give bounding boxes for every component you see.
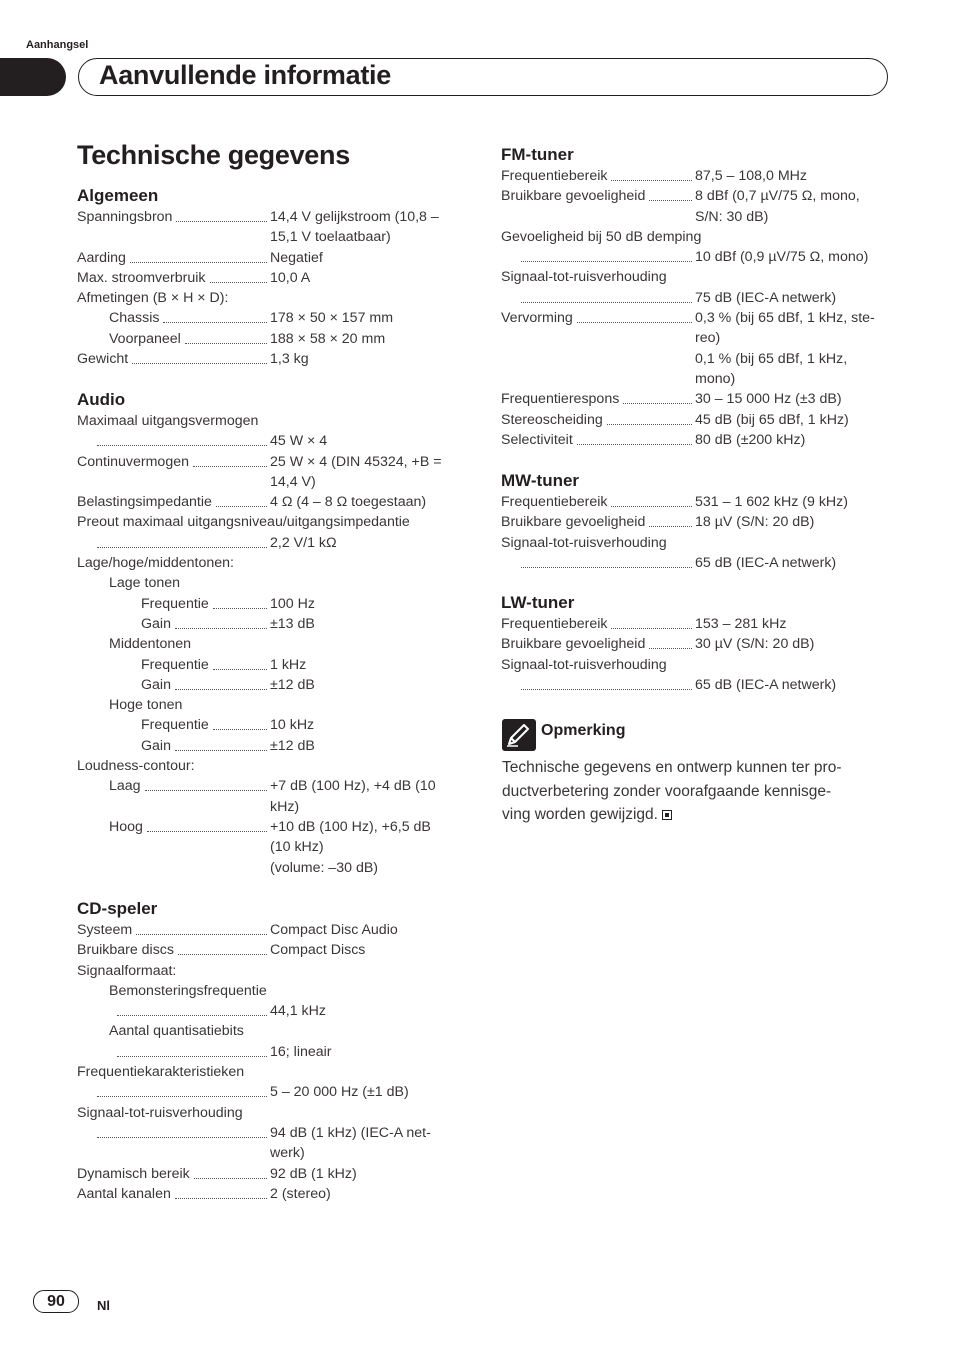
spec-label: Frequentierespons	[501, 391, 620, 408]
spec-row	[501, 308, 875, 328]
spec-value: 1 kHz	[270, 656, 307, 673]
spec-value: 16; lineair	[270, 1043, 332, 1060]
spec-value: (10 kHz)	[270, 839, 324, 856]
dot-leader	[521, 247, 692, 262]
chapter-tab-marker	[0, 58, 66, 96]
dot-leader	[213, 655, 267, 670]
spec-row	[77, 940, 366, 960]
spec-label: Frequentiebereik	[501, 168, 608, 184]
dot-leader	[117, 1042, 267, 1057]
note-text	[502, 756, 892, 827]
spec-row	[501, 288, 837, 308]
spec-value: ±12 dB	[270, 737, 315, 754]
spec-value: werk)	[270, 1145, 305, 1162]
spec-row	[77, 817, 431, 837]
spec-value: +7 dB (100 Hz), +4 dB (10	[270, 778, 436, 795]
dot-leader	[147, 817, 267, 832]
spec-row	[77, 1042, 332, 1062]
spec-row	[77, 431, 328, 451]
dot-leader	[607, 410, 692, 425]
spec-label: Signaal-tot-ruisverhouding	[501, 534, 667, 551]
dot-leader	[194, 1164, 267, 1179]
spec-row	[501, 186, 860, 206]
spec-label: Preout maximaal uitgangsniveau/uitgangsimpedantie	[77, 514, 410, 531]
dot-leader	[193, 452, 267, 467]
spec-label: Frequentiebereik	[501, 616, 608, 632]
spec-row	[77, 797, 300, 817]
spec-value: Compact Discs	[270, 942, 366, 959]
spec-row	[77, 920, 398, 940]
spec-row	[77, 512, 410, 532]
spec-label: Gevoeligheid bij 50 dB demping	[501, 228, 702, 245]
spec-row	[77, 776, 436, 796]
spec-value: 94 dB (1 kHz) (IEC-A net-	[270, 1124, 431, 1141]
spec-value: 25 W × 4 (DIN 45324, +B =	[270, 453, 442, 470]
spec-label: Gain	[141, 615, 171, 632]
spec-row	[77, 655, 307, 675]
spec-row	[501, 634, 815, 654]
note-line-text: ving worden gewijzigd.	[502, 806, 658, 823]
spec-value: 8 dBf (0,7 µV/75 Ω, mono,	[695, 188, 860, 205]
spec-value: ±12 dB	[270, 676, 315, 693]
spec-row	[501, 227, 702, 247]
dot-leader	[175, 736, 267, 751]
dot-leader	[611, 166, 692, 181]
spec-value: 75 dB (IEC-A netwerk)	[695, 289, 837, 306]
language-code: Nl	[97, 1298, 110, 1313]
spec-label: Signaalformaat:	[77, 962, 177, 979]
spec-row	[77, 736, 315, 756]
spec-row	[501, 430, 806, 450]
spec-value: reo)	[695, 330, 721, 347]
dot-leader	[611, 492, 692, 507]
spec-label: Systeem	[77, 922, 133, 938]
page-number-badge	[33, 1290, 79, 1313]
spec-value: 14,4 V)	[270, 473, 316, 490]
dot-leader	[649, 512, 692, 527]
spec-label: Bruikbare gevoeligheid	[501, 514, 646, 531]
spec-row	[501, 369, 736, 389]
note-line	[502, 803, 892, 827]
spec-row	[501, 267, 667, 287]
pencil-note-icon	[502, 719, 536, 751]
spec-row	[77, 411, 259, 431]
dot-leader	[117, 1001, 267, 1016]
spec-label: Max. stroomverbruik	[77, 269, 206, 286]
note-line: Technische gegevens en ontwerp kunnen ter pro-	[502, 759, 842, 776]
dot-leader	[178, 940, 267, 955]
spec-value: kHz)	[270, 798, 300, 815]
spec-label: Signaal-tot-ruisverhouding	[501, 269, 667, 286]
spec-value: 178 × 50 × 157 mm	[270, 310, 394, 327]
spec-row	[77, 1123, 431, 1143]
spec-row	[77, 268, 311, 288]
spec-row	[77, 227, 391, 247]
spec-row	[501, 166, 807, 186]
dot-leader	[611, 614, 692, 629]
dot-leader	[97, 431, 267, 446]
spec-row	[77, 594, 315, 614]
dot-leader	[577, 308, 692, 323]
note-label: Opmerking	[541, 722, 626, 739]
section-audio	[77, 388, 442, 878]
spec-label: Hoog	[109, 818, 143, 835]
spec-row	[501, 328, 721, 348]
section-heading: MW-tuner	[501, 471, 580, 490]
spec-label: Bemonsteringsfrequentie	[109, 982, 267, 999]
spec-row	[77, 756, 195, 776]
spec-row	[77, 553, 234, 573]
spec-value: 2 (stereo)	[270, 1185, 331, 1202]
spec-value: 65 dB (IEC-A netwerk)	[695, 554, 837, 571]
spec-value: 10 kHz	[270, 717, 315, 734]
dot-leader	[521, 553, 692, 568]
spec-value: 0,1 % (bij 65 dBf, 1 kHz,	[695, 350, 848, 367]
spec-row	[77, 675, 315, 695]
spec-label: Lage/hoge/middentonen:	[77, 555, 234, 572]
spec-label: Gain	[141, 676, 171, 693]
spec-label: Aantal quantisatiebits	[109, 1023, 244, 1040]
spec-label: Bruikbare discs	[77, 942, 174, 959]
spec-label: Bruikbare gevoeligheid	[501, 636, 646, 653]
spec-row	[77, 472, 316, 492]
section-heading: FM-tuner	[501, 145, 574, 164]
section-heading: LW-tuner	[501, 593, 575, 612]
spec-label: Stereoscheiding	[501, 411, 603, 428]
spec-row	[77, 248, 323, 268]
spec-label: Vervorming	[501, 310, 573, 327]
spec-value: 4 Ω (4 – 8 Ω toegestaan)	[270, 494, 427, 511]
section-label: Aanhangsel	[26, 39, 89, 51]
spec-row	[501, 349, 848, 369]
spec-row	[77, 1164, 357, 1184]
spec-row	[77, 207, 439, 227]
spec-value: Negatief	[270, 249, 323, 266]
end-mark-icon	[662, 810, 672, 820]
spec-value: 18 µV (S/N: 20 dB)	[695, 514, 815, 531]
spec-value: 45 W × 4	[270, 433, 328, 450]
spec-row	[77, 634, 192, 654]
spec-label: Selectiviteit	[501, 431, 573, 448]
spec-label: Frequentie	[141, 717, 209, 734]
dot-leader	[175, 1184, 267, 1199]
spec-row	[77, 288, 229, 308]
spec-value: 45 dB (bij 65 dBf, 1 kHz)	[695, 411, 849, 428]
spec-label: Aarding	[77, 249, 126, 266]
spec-label: Frequentiekarakteristieken	[77, 1064, 245, 1081]
spec-row	[77, 1184, 331, 1204]
dot-leader	[175, 675, 267, 690]
spec-row	[77, 573, 181, 593]
note-line: ductverbetering zonder voorafgaande kennisge-	[502, 782, 832, 800]
spec-label: Bruikbare gevoeligheid	[501, 188, 646, 205]
spec-value: 0,3 % (bij 65 dBf, 1 kHz, ste-	[695, 310, 875, 327]
spec-label: Frequentie	[141, 595, 209, 612]
spec-label: Loudness-contour:	[77, 758, 195, 775]
spec-label: Maximaal uitgangsvermogen	[77, 413, 259, 429]
spec-label: Afmetingen (B × H × D):	[77, 290, 229, 307]
spec-label: Dynamisch bereik	[77, 1165, 190, 1182]
spec-row	[77, 1082, 409, 1102]
spec-label: Frequentiebereik	[501, 494, 608, 510]
spec-row	[77, 961, 177, 981]
spec-value: 188 × 58 × 20 mm	[270, 330, 386, 347]
dot-leader	[163, 308, 267, 323]
dot-leader	[136, 920, 267, 935]
spec-row	[501, 553, 837, 573]
dot-leader	[130, 248, 267, 263]
chapter-title: Aanvullende informatie	[99, 60, 391, 90]
spec-value: 14,4 V gelijkstroom (10,8 –	[270, 209, 439, 225]
spec-value: +10 dB (100 Hz), +6,5 dB	[270, 818, 431, 835]
chapter-title-box	[78, 58, 888, 96]
spec-row	[77, 1103, 243, 1123]
spec-label: Frequentie	[141, 656, 209, 673]
spec-row	[501, 389, 842, 409]
spec-row	[77, 614, 315, 634]
spec-value: (volume: –30 dB)	[270, 859, 379, 876]
section-algemeen	[77, 184, 439, 369]
spec-row	[77, 329, 386, 349]
spec-row	[501, 410, 849, 430]
spec-row	[501, 533, 667, 553]
spec-row	[77, 981, 267, 1001]
dot-leader	[176, 207, 267, 222]
spec-row	[501, 512, 815, 532]
spec-label: Middentonen	[109, 636, 192, 653]
spec-value: 531 – 1 602 kHz (9 kHz)	[695, 494, 848, 510]
dot-leader	[175, 614, 267, 629]
dot-leader	[132, 349, 267, 364]
spec-row	[501, 655, 667, 675]
dot-leader	[521, 288, 692, 303]
section-heading: Algemeen	[77, 186, 159, 205]
spec-row	[77, 452, 442, 472]
dot-leader	[216, 492, 267, 507]
spec-row	[77, 349, 309, 369]
spec-value: S/N: 30 dB)	[695, 208, 769, 225]
spec-label: Laag	[109, 778, 141, 795]
spec-row	[77, 1001, 326, 1021]
dot-leader	[185, 329, 267, 344]
spec-value: 1,3 kg	[270, 351, 309, 368]
spec-value: 30 µV (S/N: 20 dB)	[695, 636, 815, 653]
dot-leader	[210, 268, 267, 283]
spec-label: Hoge tonen	[109, 697, 183, 714]
dot-leader	[649, 634, 692, 649]
spec-row	[77, 695, 183, 715]
spec-value: 30 – 15 000 Hz (±3 dB)	[695, 391, 842, 408]
spec-value: 100 Hz	[270, 595, 315, 612]
spec-row	[77, 1143, 305, 1163]
spec-label: Gewicht	[77, 351, 129, 368]
page-number: 90	[47, 1293, 65, 1310]
spec-row	[501, 492, 848, 512]
spec-row	[77, 308, 394, 328]
dot-leader	[97, 1123, 267, 1138]
spec-value: 5 – 20 000 Hz (±1 dB)	[270, 1084, 409, 1101]
spec-value: 65 dB (IEC-A netwerk)	[695, 676, 837, 693]
spec-label: Continuvermogen	[77, 453, 189, 470]
spec-row	[77, 858, 379, 878]
spec-label: Belastingsimpedantie	[77, 494, 212, 511]
dot-leader	[577, 430, 692, 445]
section-cd-speler	[77, 897, 431, 1204]
spec-row	[501, 207, 769, 227]
dot-leader	[145, 776, 267, 791]
section-mw-tuner	[501, 469, 848, 573]
section-fm-tuner	[501, 143, 875, 450]
spec-value: 2,2 V/1 kΩ	[270, 534, 337, 551]
dot-leader	[213, 594, 267, 609]
spec-row	[77, 837, 324, 857]
spec-value: 87,5 – 108,0 MHz	[695, 168, 807, 184]
spec-label: Lage tonen	[109, 575, 181, 592]
dot-leader	[213, 715, 267, 730]
spec-row	[501, 614, 787, 634]
spec-row	[501, 247, 869, 267]
spec-row	[77, 1062, 245, 1082]
section-heading: CD-speler	[77, 899, 158, 918]
spec-value: 92 dB (1 kHz)	[270, 1165, 357, 1182]
section-lw-tuner	[501, 591, 837, 695]
spec-label: Spanningsbron	[77, 209, 173, 225]
spec-value: 15,1 V toelaatbaar)	[270, 229, 391, 246]
spec-label: Voorpaneel	[109, 330, 181, 347]
spec-value: ±13 dB	[270, 615, 315, 632]
dot-leader	[649, 186, 692, 201]
spec-value: 44,1 kHz	[270, 1003, 326, 1020]
spec-label: Gain	[141, 737, 171, 754]
dot-leader	[97, 533, 267, 548]
page-title: Technische gegevens	[77, 140, 350, 170]
spec-label: Signaal-tot-ruisverhouding	[501, 656, 667, 673]
spec-value: 10 dBf (0,9 µV/75 Ω, mono)	[695, 249, 869, 266]
spec-value: 153 – 281 kHz	[695, 616, 787, 632]
spec-row	[77, 715, 315, 735]
spec-value: 80 dB (±200 kHz)	[695, 431, 806, 448]
dot-leader	[521, 675, 692, 690]
spec-row	[77, 533, 337, 553]
spec-value: Compact Disc Audio	[270, 922, 398, 938]
spec-label: Chassis	[109, 310, 160, 327]
spec-row	[77, 492, 427, 512]
spec-row	[77, 1021, 244, 1041]
spec-value: 10,0 A	[270, 269, 311, 286]
spec-label: Signaal-tot-ruisverhouding	[77, 1104, 243, 1121]
spec-row	[501, 675, 837, 695]
dot-leader	[623, 389, 692, 404]
dot-leader	[97, 1082, 267, 1097]
spec-label: Aantal kanalen	[77, 1185, 171, 1202]
section-heading: Audio	[77, 390, 126, 409]
spec-value: mono)	[695, 370, 736, 387]
